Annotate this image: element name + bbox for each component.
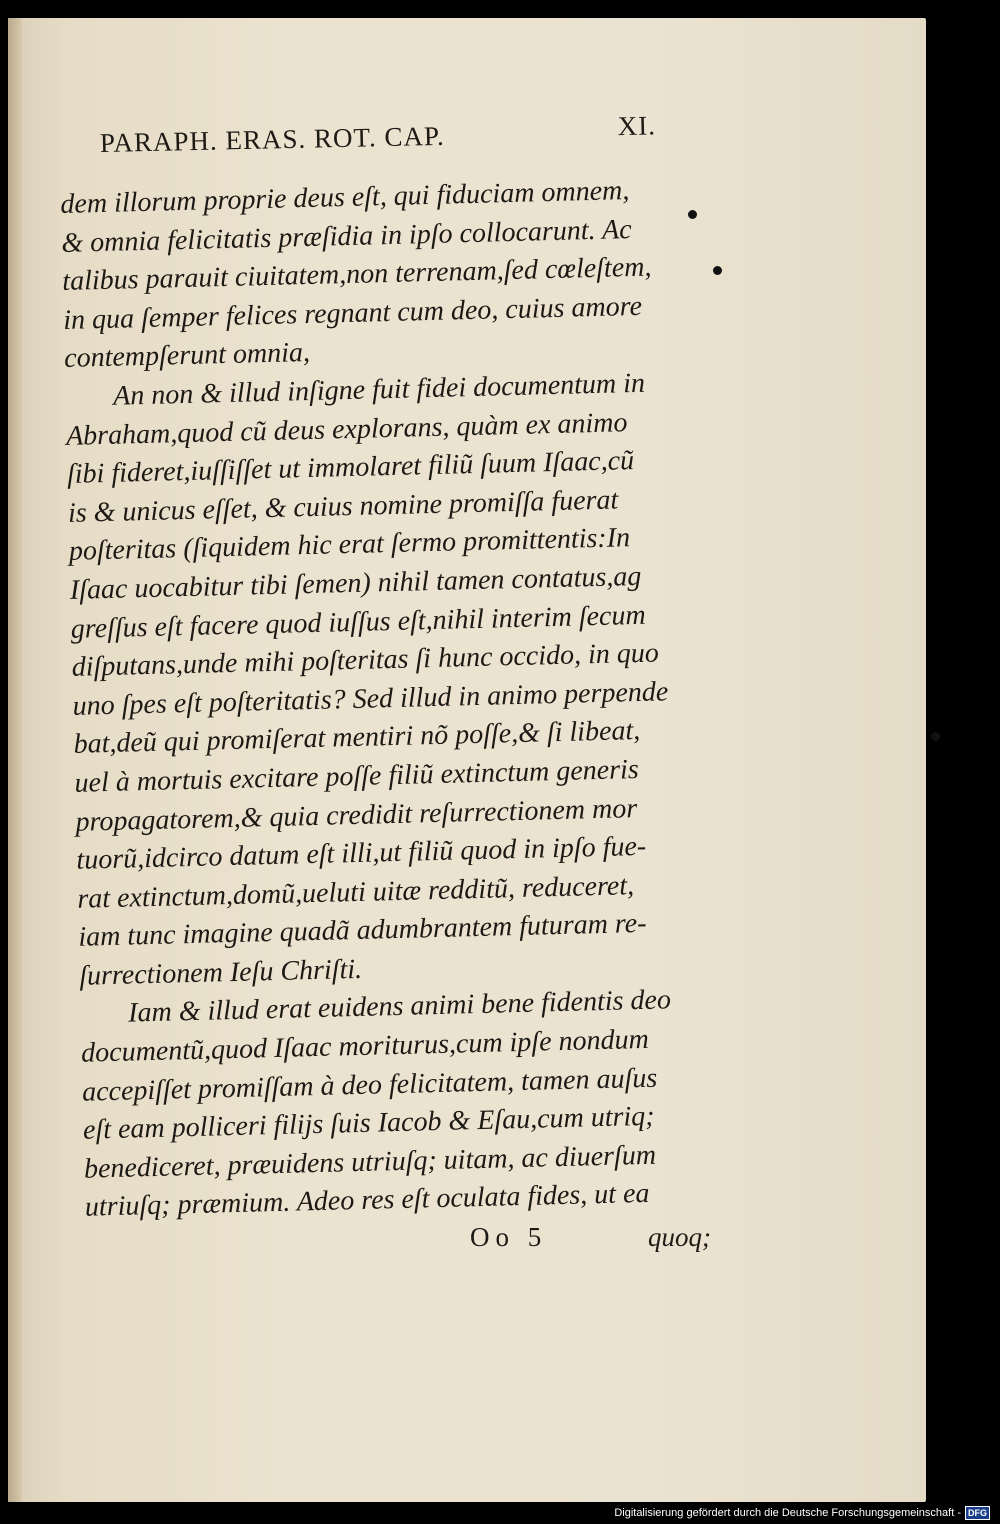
text-line: greſſus eſt facere quod iuſſus eſt,nihil interim ſecum bbox=[70, 599, 646, 645]
text-line: eſt eam polliceri filijs ſuis Iacob & Eſau,cum utriq; bbox=[82, 1101, 655, 1146]
text-line: bat,deũ qui promiſerat mentiri nõ poſſe,& ſi libeat, bbox=[73, 715, 641, 761]
text-line: utriuſq; præmium. Adeo res eſt oculata fides, ut ea bbox=[84, 1178, 650, 1224]
text-line: accepiſſet promiſſam à deo felicitatem, tamen auſus bbox=[81, 1062, 658, 1108]
text-line: contempſerunt omnia, bbox=[63, 337, 311, 375]
signature-mark: Oo 5 bbox=[470, 1222, 548, 1252]
credit-text: Digitalisierung gefördert durch die Deutsche Forschungsgemeinschaft - bbox=[614, 1507, 961, 1519]
text-line: rat extinctum,domũ,ueluti uitæ redditũ, reduceret, bbox=[77, 869, 635, 915]
text-line: & omnia felicitatis præſidia in ipſo collocarunt. Ac bbox=[61, 213, 632, 259]
page-gutter-edge bbox=[8, 18, 22, 1502]
text-line: tuorũ,idcirco datum eſt illi,ut filiũ quod in ipſo fue- bbox=[76, 830, 647, 876]
chapter-number: XI. bbox=[617, 110, 657, 142]
text-line: ſurrectionem Ieſu Chriſti. bbox=[78, 953, 363, 992]
text-line: diſputans,unde mihi poſteritas ſi hunc occido, in quo bbox=[71, 637, 660, 683]
text-line: uno ſpes eſt poſteritatis? Sed illud in animo perpende bbox=[72, 676, 669, 722]
paragraph-start-line: An non & illud inſigne fuit fidei documentum in bbox=[112, 367, 646, 412]
ink-spot bbox=[713, 266, 722, 275]
text-line: Iſaac uocabitur tibi ſemen) nihil tamen contatus,ag bbox=[69, 560, 642, 606]
text-line: talibus parauit ciuitatem,non terrenam,ſed cœleſtem, bbox=[61, 251, 652, 298]
ink-spot bbox=[931, 732, 940, 741]
text-line: is & unicus eſſet, & cuius nomine promiſſa fuerat bbox=[67, 484, 619, 529]
text-line: in qua ſemper felices regnant cum deo, cuius amore bbox=[62, 290, 643, 336]
catchword: quoq; bbox=[648, 1222, 711, 1252]
text-line: dem illorum proprie deus eſt, qui fiduciam omnem, bbox=[60, 175, 630, 220]
text-line: poſteritas (ſiquidem hic erat ſermo promittentis:In bbox=[68, 522, 631, 568]
page-header bbox=[99, 110, 681, 168]
text-line: uel à mortuis excitare poſſe filiũ extinctum generis bbox=[74, 753, 640, 799]
text-line: Abraham,quod cũ deus explorans, quàm ex animo bbox=[65, 406, 628, 452]
digitization-credit bbox=[614, 1506, 990, 1520]
text-line: benediceret, præuidens utriuſq; uitam, ac diuerſum bbox=[83, 1139, 657, 1185]
dfg-logo-icon: DFG bbox=[965, 1506, 990, 1520]
text-line: ſibi fideret,iuſſiſſet ut immolaret filiũ ſuum Iſaac,cũ bbox=[66, 445, 635, 491]
page-footer bbox=[470, 1222, 740, 1262]
running-title: PARAPH. ERAS. ROT. CAP. bbox=[99, 120, 445, 158]
body-text bbox=[60, 170, 750, 1228]
text-line: documentũ,quod Iſaac moriturus,cum ipſe nondum bbox=[80, 1023, 650, 1069]
text-line: iam tunc imagine quadã adumbrantem futuram re- bbox=[77, 908, 647, 954]
text-line: propagatorem,& quia credidit reſurrectionem mor bbox=[75, 792, 638, 838]
book-page bbox=[8, 18, 926, 1502]
paragraph-start-line: Iam & illud erat euidens animi bene fidentis deo bbox=[127, 984, 672, 1030]
ink-spot bbox=[688, 210, 697, 219]
